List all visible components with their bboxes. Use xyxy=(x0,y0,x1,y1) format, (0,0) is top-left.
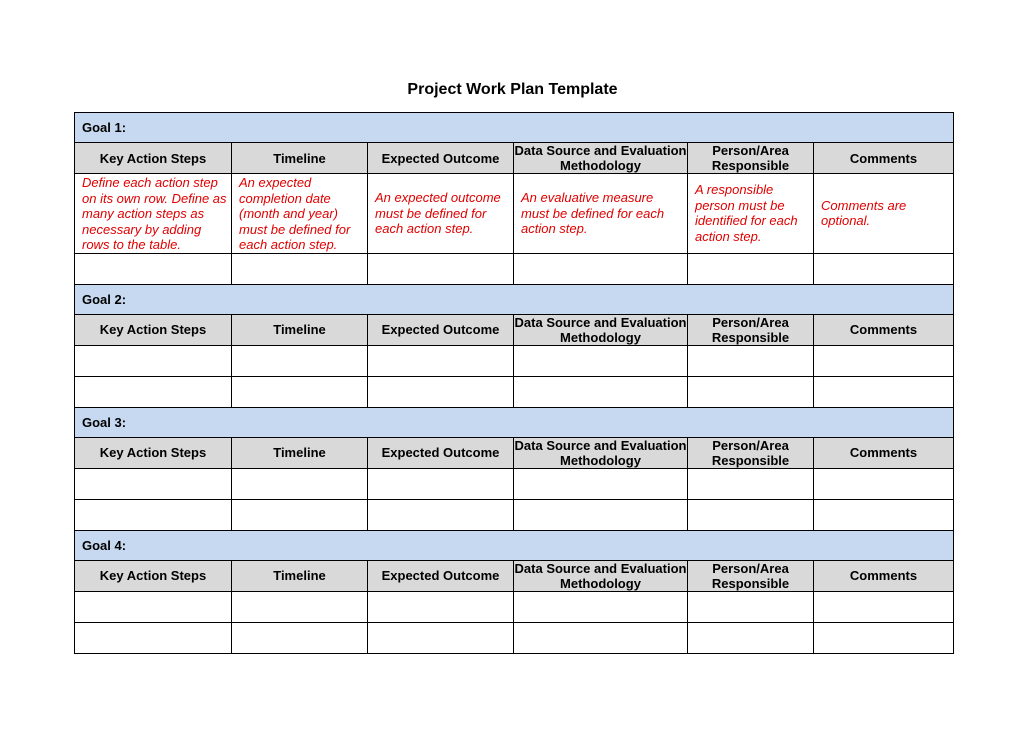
table-cell[interactable] xyxy=(368,253,514,284)
example-timeline[interactable]: An expected completion date (month and year) must be defined for each action step. xyxy=(232,174,368,254)
table-row xyxy=(75,253,954,284)
goal-label: Goal 4: xyxy=(75,530,954,560)
example-person-responsible[interactable]: A responsible person must be identified for each action step. xyxy=(688,174,814,254)
table-row xyxy=(75,622,954,653)
column-header-data-source: Data Source and Evaluation Methodology xyxy=(514,437,687,468)
column-header-key-action-steps: Key Action Steps xyxy=(75,143,232,174)
table-cell[interactable] xyxy=(514,468,688,499)
table-cell[interactable] xyxy=(368,468,514,499)
table-cell[interactable] xyxy=(814,253,954,284)
column-header-key-action-steps: Key Action Steps xyxy=(75,560,232,591)
example-expected-outcome[interactable]: An expected outcome must be defined for each action step. xyxy=(368,174,514,254)
example-comments[interactable]: Comments are optional. xyxy=(814,174,954,254)
table-cell[interactable] xyxy=(814,345,954,376)
column-header-comments: Comments xyxy=(814,560,954,591)
column-header-timeline: Timeline xyxy=(232,314,368,345)
column-header-expected-outcome: Expected Outcome xyxy=(368,314,514,345)
column-header-row xyxy=(75,314,954,345)
table-cell[interactable] xyxy=(368,376,514,407)
work-plan-table xyxy=(74,112,954,654)
table-cell[interactable] xyxy=(814,499,954,530)
column-header-row xyxy=(75,143,954,174)
table-row xyxy=(75,591,954,622)
column-header-row xyxy=(75,437,954,468)
goal-row xyxy=(75,530,954,560)
table-cell[interactable] xyxy=(368,591,514,622)
table-cell[interactable] xyxy=(232,345,368,376)
goal-label: Goal 1: xyxy=(75,113,954,143)
goal-row xyxy=(75,284,954,314)
table-cell[interactable] xyxy=(688,376,814,407)
table-cell[interactable] xyxy=(688,468,814,499)
table-cell[interactable] xyxy=(232,622,368,653)
table-cell[interactable] xyxy=(368,345,514,376)
table-cell[interactable] xyxy=(75,468,232,499)
example-data-source[interactable]: An evaluative measure must be defined for each action step. xyxy=(514,174,688,254)
column-header-person-responsible: Person/Area Responsible xyxy=(688,143,814,174)
goal-label: Goal 3: xyxy=(75,407,954,437)
column-header-expected-outcome: Expected Outcome xyxy=(368,437,514,468)
column-header-row xyxy=(75,560,954,591)
column-header-comments: Comments xyxy=(814,143,954,174)
table-cell[interactable] xyxy=(514,376,688,407)
column-header-timeline: Timeline xyxy=(232,143,368,174)
table-cell[interactable] xyxy=(514,345,688,376)
table-cell[interactable] xyxy=(514,253,688,284)
example-row xyxy=(75,174,954,254)
table-row xyxy=(75,376,954,407)
example-key-action-steps[interactable]: Define each action step on its own row. Define as many action steps as necessary by adding rows to the table. xyxy=(75,174,232,254)
column-header-timeline: Timeline xyxy=(232,560,368,591)
document-title: Project Work Plan Template xyxy=(407,81,618,98)
goal-label: Goal 2: xyxy=(75,284,954,314)
table-cell[interactable] xyxy=(514,591,688,622)
table-cell[interactable] xyxy=(688,499,814,530)
table-cell[interactable] xyxy=(75,499,232,530)
table-cell[interactable] xyxy=(514,499,688,530)
column-header-comments: Comments xyxy=(814,437,954,468)
column-header-expected-outcome: Expected Outcome xyxy=(368,143,514,174)
column-header-data-source: Data Source and Evaluation Methodology xyxy=(514,143,687,173)
column-header-person-responsible: Person/Area Responsible xyxy=(688,437,814,468)
table-cell[interactable] xyxy=(368,499,514,530)
column-header-key-action-steps: Key Action Steps xyxy=(75,437,232,468)
goal-row xyxy=(75,407,954,437)
table-cell[interactable] xyxy=(688,253,814,284)
goal-row xyxy=(75,113,954,143)
column-header-expected-outcome: Expected Outcome xyxy=(368,560,514,591)
column-header-timeline: Timeline xyxy=(232,437,368,468)
table-cell[interactable] xyxy=(232,591,368,622)
table-cell[interactable] xyxy=(688,591,814,622)
table-cell[interactable] xyxy=(814,376,954,407)
table-cell[interactable] xyxy=(75,253,232,284)
table-cell[interactable] xyxy=(75,622,232,653)
table-cell[interactable] xyxy=(75,345,232,376)
column-header-data-source: Data Source and Evaluation Methodology xyxy=(514,560,687,591)
table-cell[interactable] xyxy=(75,376,232,407)
table-cell[interactable] xyxy=(232,499,368,530)
table-cell[interactable] xyxy=(232,376,368,407)
column-header-person-responsible: Person/Area Responsible xyxy=(688,314,814,345)
table-row xyxy=(75,499,954,530)
column-header-key-action-steps: Key Action Steps xyxy=(75,314,232,345)
table-cell[interactable] xyxy=(814,591,954,622)
table-cell[interactable] xyxy=(688,345,814,376)
table-cell[interactable] xyxy=(232,468,368,499)
column-header-data-source: Data Source and Evaluation Methodology xyxy=(514,314,687,345)
table-cell[interactable] xyxy=(814,622,954,653)
table-cell[interactable] xyxy=(232,253,368,284)
table-cell[interactable] xyxy=(514,622,688,653)
table-cell[interactable] xyxy=(368,622,514,653)
table-cell[interactable] xyxy=(75,591,232,622)
column-header-person-responsible: Person/Area Responsible xyxy=(688,560,814,591)
column-header-comments: Comments xyxy=(814,314,954,345)
table-cell[interactable] xyxy=(688,622,814,653)
table-row xyxy=(75,468,954,499)
table-row xyxy=(75,345,954,376)
table-cell[interactable] xyxy=(814,468,954,499)
